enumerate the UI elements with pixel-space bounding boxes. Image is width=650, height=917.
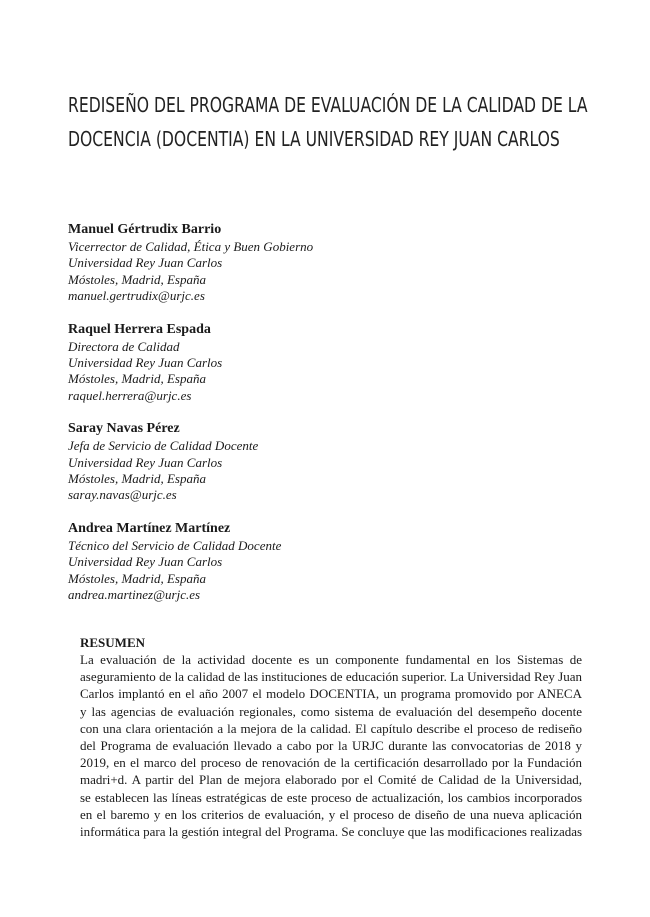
author-location: Móstoles, Madrid, España: [68, 371, 206, 387]
author-location: Móstoles, Madrid, España: [68, 570, 206, 586]
author-role: Técnico del Servicio de Calidad Docente: [68, 537, 282, 553]
author-block-2: [68, 321, 568, 405]
author-institution: Universidad Rey Juan Carlos: [68, 554, 223, 570]
author-block-3: [68, 420, 568, 504]
author-name: Raquel Herrera Espada: [68, 321, 211, 337]
author-name: Saray Navas Pérez: [68, 421, 180, 437]
author-name: Andrea Martínez Martínez: [68, 520, 231, 536]
abstract-line: y las agencias de evaluación regionales, como sistema de evaluación del desempeño docente: [80, 703, 582, 719]
author-role: Vicerrector de Calidad, Ética y Buen Gobierno: [68, 239, 314, 254]
paper-title-line-1: REDISEÑO DEL PROGRAMA DE EVALUACIÓN DE LA CALIDAD DE LA: [68, 93, 588, 117]
abstract-line: con una clara orientación a la mejora de la calidad. El capítulo describe el proceso de rediseño: [80, 720, 582, 736]
author-institution: Universidad Rey Juan Carlos: [68, 454, 223, 470]
abstract-line: 2019, en el marco del proceso de renovación de la certificación desarrollado por la Fundación: [80, 755, 582, 771]
author-role: Directora de Calidad: [68, 338, 180, 354]
abstract-heading: RESUMEN: [80, 635, 146, 650]
abstract-section: [80, 634, 582, 840]
abstract-line: en el baremo y en los criterios de evaluación, y el proceso de diseño de una nueva aplicación: [80, 806, 582, 822]
abstract-line: se establecen las líneas estratégicas de este proceso de actualización, los cambios incorporados: [80, 789, 582, 805]
author-block-4: [68, 520, 568, 604]
author-role: Jefa de Servicio de Calidad Docente: [68, 438, 259, 454]
author-email: saray.navas@urjc.es: [68, 487, 177, 503]
paper-title: [68, 88, 598, 156]
author-email: andrea.martinez@urjc.es: [68, 587, 201, 603]
paper-title-line-2: DOCENCIA (DOCENTIA) EN LA UNIVERSIDAD REY JUAN CARLOS: [68, 127, 560, 151]
abstract-line: Carlos implantó en el año 2007 el modelo DOCENTIA, un programa promovido por ANECA: [80, 686, 582, 702]
author-location: Móstoles, Madrid, España: [68, 471, 206, 487]
author-location: Móstoles, Madrid, España: [68, 271, 206, 287]
author-list: [68, 221, 568, 620]
author-email: manuel.gertrudix@urjc.es: [68, 288, 205, 304]
author-institution: Universidad Rey Juan Carlos: [68, 255, 223, 271]
author-name: Manuel Gértrudix Barrio: [68, 222, 222, 237]
abstract-line: La evaluación de la actividad docente es un componente fundamental en los Sistemas de: [80, 652, 582, 667]
abstract-line: madri+d. A partir del Plan de mejora elaborado por el Comité de Calidad de la Universidad,: [80, 772, 582, 788]
abstract-body: [80, 651, 582, 840]
abstract-line: informática para la gestión integral del Programa. Se concluye que las modificaciones realizadas: [80, 824, 583, 840]
abstract-line: del Programa de evaluación llevado a cabo por la URJC durante las convocatorias de 2018 y: [80, 738, 582, 754]
author-email: raquel.herrera@urjc.es: [68, 387, 192, 403]
author-institution: Universidad Rey Juan Carlos: [68, 355, 223, 371]
author-block-1: [68, 221, 568, 305]
abstract-line: aseguramiento de la calidad de las instituciones de educación superior. La Universidad Rey Juan: [80, 669, 582, 685]
